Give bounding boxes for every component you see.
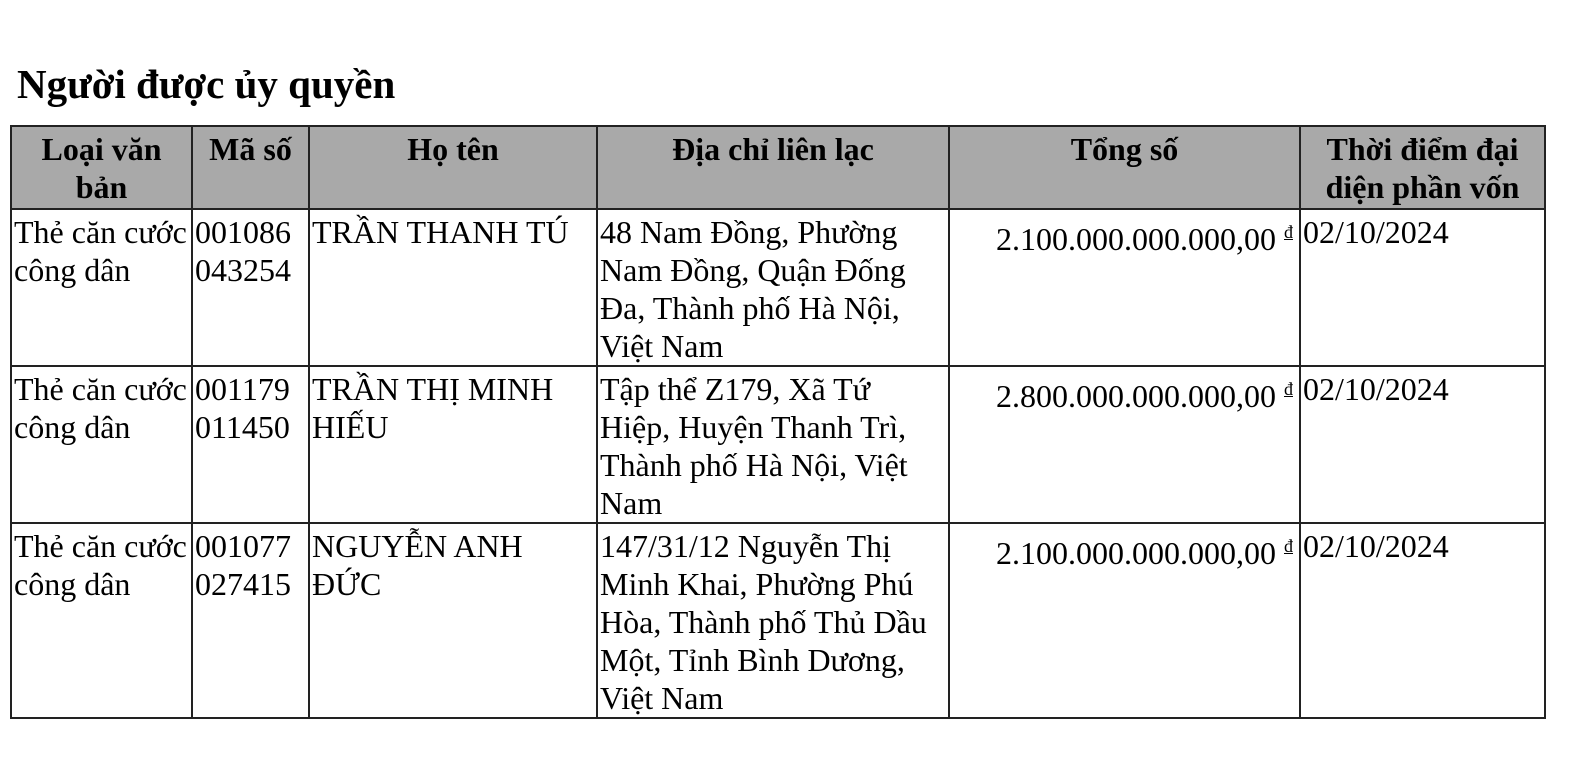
header-address: Địa chỉ liên lạc — [597, 126, 949, 209]
total-value: 2.100.000.000.000,00 — [996, 535, 1276, 571]
cell-full-name: TRẦN THỊ MINH HIẾU — [309, 366, 597, 523]
cell-full-name: NGUYỄN ANH ĐỨC — [309, 523, 597, 718]
header-id-number: Mã số — [192, 126, 309, 209]
cell-full-name: TRẦN THANH TÚ — [309, 209, 597, 366]
cell-total — [949, 209, 1300, 366]
cell-total — [949, 366, 1300, 523]
cell-address: 48 Nam Đồng, Phường Nam Đồng, Quận Đống Đa, Thành phố Hà Nội, Việt Nam — [597, 209, 949, 366]
currency-symbol: đ — [1284, 379, 1293, 399]
cell-total — [949, 523, 1300, 718]
cell-id-number: 001086 043254 — [192, 209, 309, 366]
cell-date: 02/10/2024 — [1300, 209, 1545, 366]
cell-id-number: 001077 027415 — [192, 523, 309, 718]
header-full-name: Họ tên — [309, 126, 597, 209]
cell-date: 02/10/2024 — [1300, 523, 1545, 718]
total-value: 2.100.000.000.000,00 — [996, 221, 1276, 257]
header-date: Thời điểm đại diện phần vốn — [1300, 126, 1545, 209]
table-row — [11, 366, 1545, 523]
page-title: Người được ủy quyền — [17, 61, 396, 107]
cell-address: 147/31/12 Nguyễn Thị Minh Khai, Phường Phú Hòa, Thành phố Thủ Dầu Một, Tỉnh Bình Dương, Việt Nam — [597, 523, 949, 718]
cell-doc-type: Thẻ căn cước công dân — [11, 366, 192, 523]
cell-doc-type: Thẻ căn cước công dân — [11, 523, 192, 718]
table-row — [11, 523, 1545, 718]
authorized-persons-table — [10, 125, 1546, 719]
cell-address: Tập thể Z179, Xã Tứ Hiệp, Huyện Thanh Trì, Thành phố Hà Nội, Việt Nam — [597, 366, 949, 523]
currency-symbol: đ — [1284, 222, 1293, 242]
cell-doc-type: Thẻ căn cước công dân — [11, 209, 192, 366]
table-header-row — [11, 126, 1545, 209]
table-row — [11, 209, 1545, 366]
cell-id-number: 001179 011450 — [192, 366, 309, 523]
total-value: 2.800.000.000.000,00 — [996, 378, 1276, 414]
header-doc-type: Loại văn bản — [11, 126, 192, 209]
currency-symbol: đ — [1284, 536, 1293, 556]
header-total: Tổng số — [949, 126, 1300, 209]
cell-date: 02/10/2024 — [1300, 366, 1545, 523]
